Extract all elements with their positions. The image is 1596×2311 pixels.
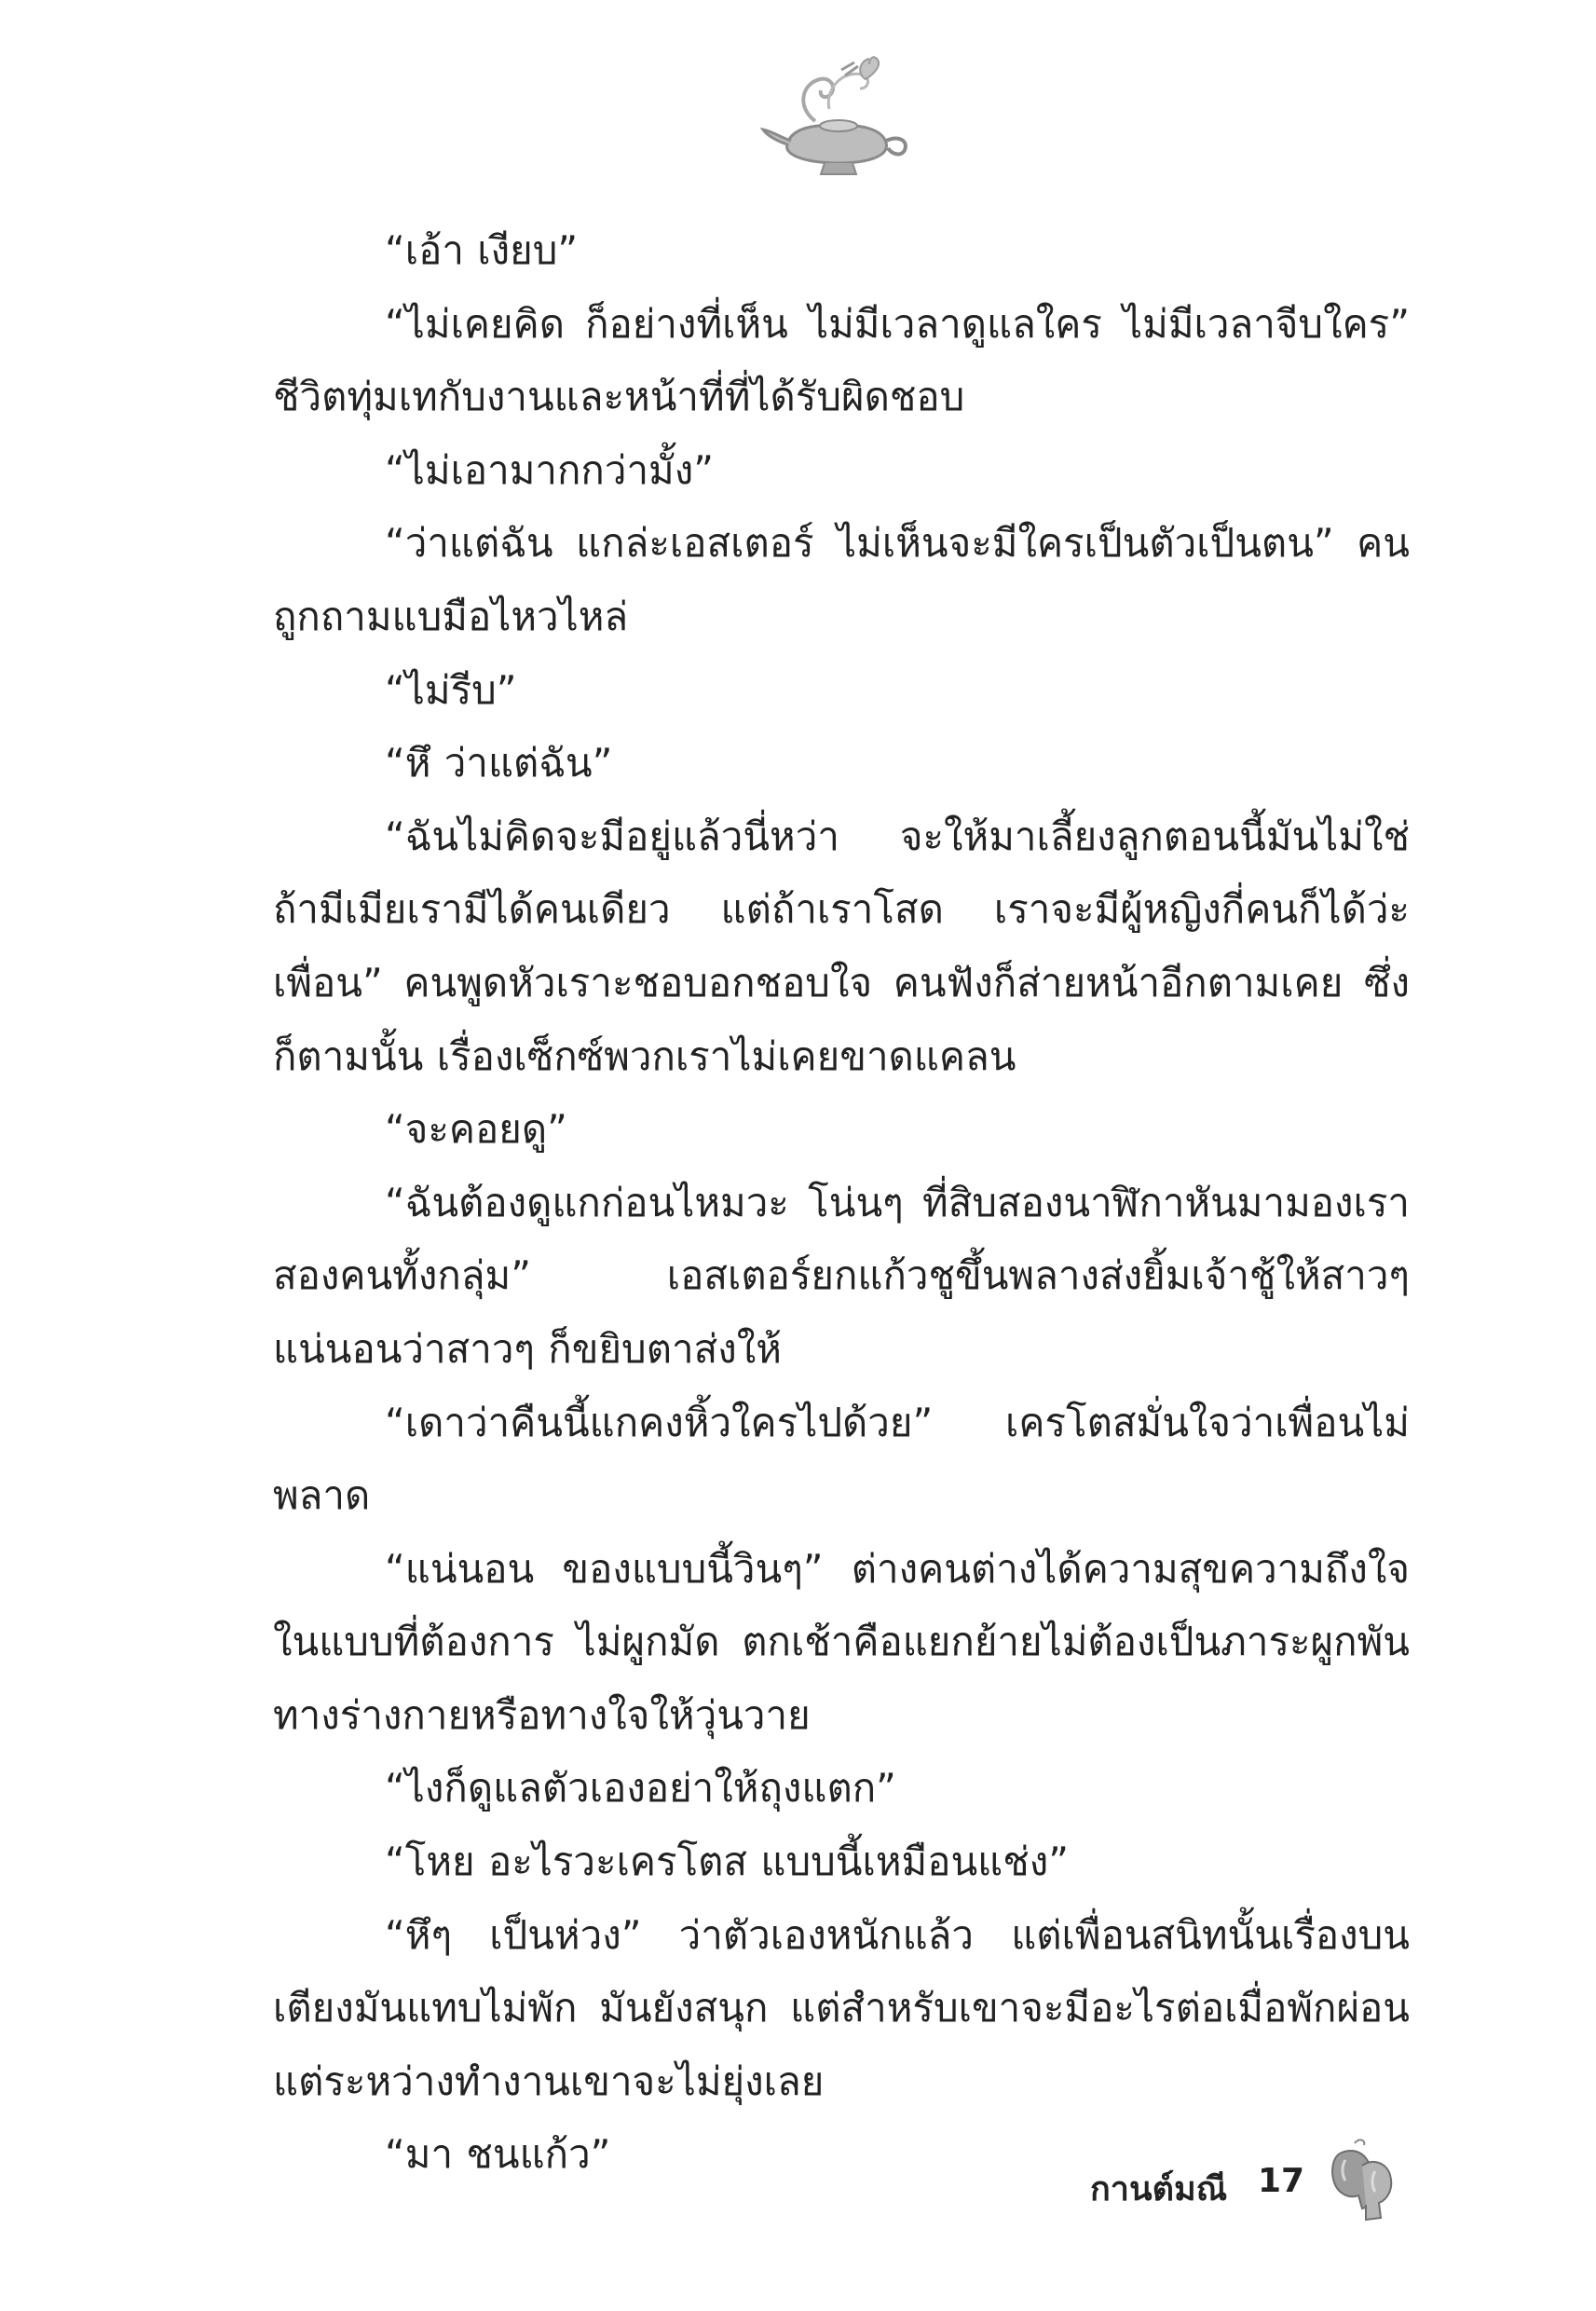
paragraph: “ไม่เอามากกว่ามั้ง”	[385, 446, 714, 493]
paragraph: “ไม่เคยคิด ก็อย่างที่เห็น ไม่มีเวลาดูแลใคร ไม่มีเวลาจีบใคร” ชีวิตทุ่มเทกับงานและหน้าที่ที่ได้รับผิดชอบ	[273, 300, 1410, 420]
paragraph: “ฉันไม่คิดจะมีอยู่แล้วนี่หว่า จะให้มาเลี้ยงลูกตอนนี้มันไม่ใช่ ถ้ามีเมียเรามีได้คนเดียว แต่ถ้าเราโสด เราจะมีผู้หญิงกี่คนก็ได้ว่ะเพื่อน” คนพูดหัวเราะชอบอกชอบใจ คนฟังก็ส่ายหน้าอีกตามเคย ซึ่งก็ตามนั้น เรื่องเซ็กซ์พวกเราไม่เคยขาดแคลน	[273, 813, 1410, 1079]
paragraph: “เอ้า เงียบ”	[385, 227, 579, 273]
chapter-body	[273, 214, 1410, 2192]
boxing-gloves-icon	[1314, 2134, 1407, 2227]
paragraph: “จะคอยดู”	[385, 1106, 567, 1153]
paragraph: “ไงก็ดูแลตัวเองอย่าให้ถุงแตก”	[385, 1765, 896, 1812]
paragraph: “เดาว่าคืนนี้แกคงหิ้วใครไปด้วย” เครโตสมั่นใจว่าเพื่อนไม่พลาด	[273, 1399, 1410, 1519]
author-name: กานต์มณี	[1090, 2170, 1228, 2208]
paragraph: “โหย อะไรวะเครโตส แบบนี้เหมือนแช่ง”	[385, 1839, 1070, 1885]
genie-lamp-icon	[759, 51, 918, 182]
paragraph: “ฉันต้องดูแกก่อนไหมวะ โน่นๆ ที่สิบสองนาฬิกาหันมามองเราสองคนทั้งกลุ่ม” เอสเตอร์ยกแก้วชูขึ้นพลางส่งยิ้มเจ้าชู้ให้สาวๆ แน่นอนว่าสาวๆ ก็ขยิบตาส่งให้	[273, 1179, 1410, 1372]
paragraph: “หึๆ เป็นห่วง” ว่าตัวเองหนักแล้ว แต่เพื่อนสนิทนั้นเรื่องบนเตียงมันแทบไม่พัก มันยังสนุก แต่สำหรับเขาจะมีอะไรต่อเมื่อพักผ่อน แต่ระหว่างทำงานเขาจะไม่ยุ่งเลย	[273, 1911, 1410, 2104]
paragraph: “ว่าแต่ฉัน แกล่ะเอสเตอร์ ไม่เห็นจะมีใครเป็นตัวเป็นตน” คนถูกถามแบมือไหวไหล่	[273, 520, 1410, 639]
page-footer	[1071, 2134, 1407, 2236]
page-number: 17	[1258, 2162, 1305, 2200]
paragraph: “ไม่รีบ”	[385, 666, 517, 713]
paragraph: “หึ ว่าแต่ฉัน”	[385, 740, 613, 786]
paragraph: “แน่นอน ของแบบนี้วินๆ” ต่างคนต่างได้ความสุขความถึงใจในแบบที่ต้องการ ไม่ผูกมัด ตกเช้าคือแยกย้ายไม่ต้องเป็นภาระผูกพันทางร่างกายหรือทางใจให้วุ่นวาย	[273, 1545, 1410, 1738]
paragraph: “มา ชนแก้ว”	[385, 2131, 611, 2178]
